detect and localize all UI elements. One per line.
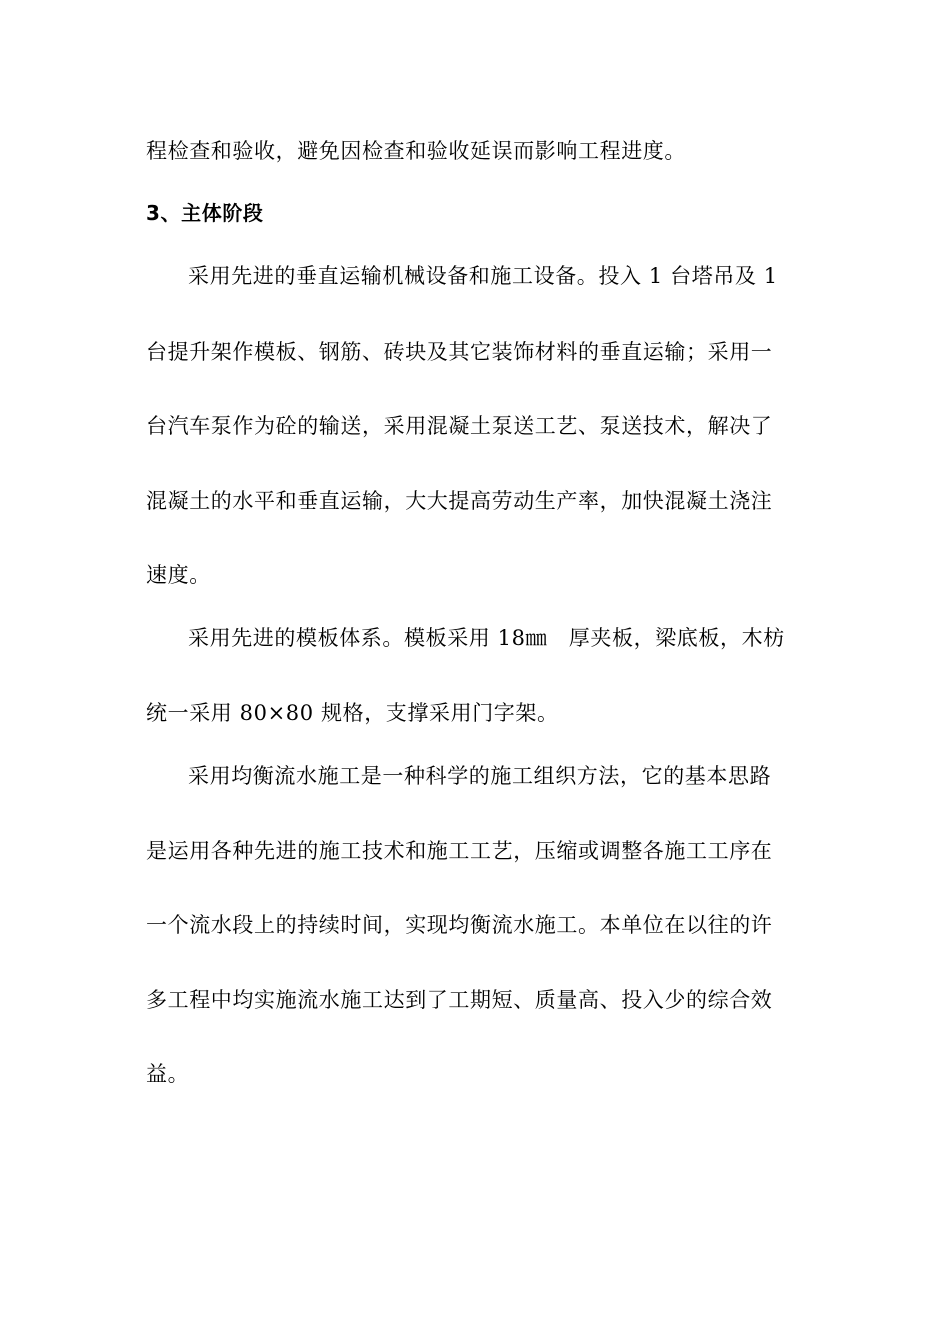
paragraph-line: 速度。 bbox=[146, 563, 211, 587]
paragraph-line: 是运用各种先进的施工技术和施工工艺，压缩或调整各施工工序在 bbox=[146, 839, 773, 863]
paragraph-line: 采用先进的模板体系。模板采用 18㎜ 厚夹板，梁底板，木枋 bbox=[188, 626, 785, 650]
paragraph-line: 采用先进的垂直运输机械设备和施工设备。投入 1 台塔吊及 1 bbox=[188, 264, 778, 288]
paragraph-line: 台汽车泵作为砼的输送，采用混凝土泵送工艺、泵送技术，解决了 bbox=[146, 414, 773, 438]
paragraph-line: 统一采用 80×80 规格，支撑采用门字架。 bbox=[146, 701, 559, 725]
paragraph-line: 混凝土的水平和垂直运输，大大提高劳动生产率，加快混凝土浇注 bbox=[146, 489, 773, 513]
paragraph-line: 益。 bbox=[146, 1062, 190, 1086]
paragraph-line: 多工程中均实施流水施工达到了工期短、质量高、投入少的综合效 bbox=[146, 988, 773, 1012]
paragraph-line: 采用均衡流水施工是一种科学的施工组织方法，它的基本思路 bbox=[188, 764, 772, 788]
paragraph-line: 台提升架作模板、钢筋、砖块及其它装饰材料的垂直运输；采用一 bbox=[146, 340, 773, 364]
paragraph-line: 一个流水段上的持续时间，实现均衡流水施工。本单位在以往的许 bbox=[146, 913, 773, 937]
section-heading: 3、主体阶段 bbox=[146, 201, 264, 225]
paragraph-line: 程检查和验收，避免因检查和验收延误而影响工程进度。 bbox=[146, 139, 686, 163]
